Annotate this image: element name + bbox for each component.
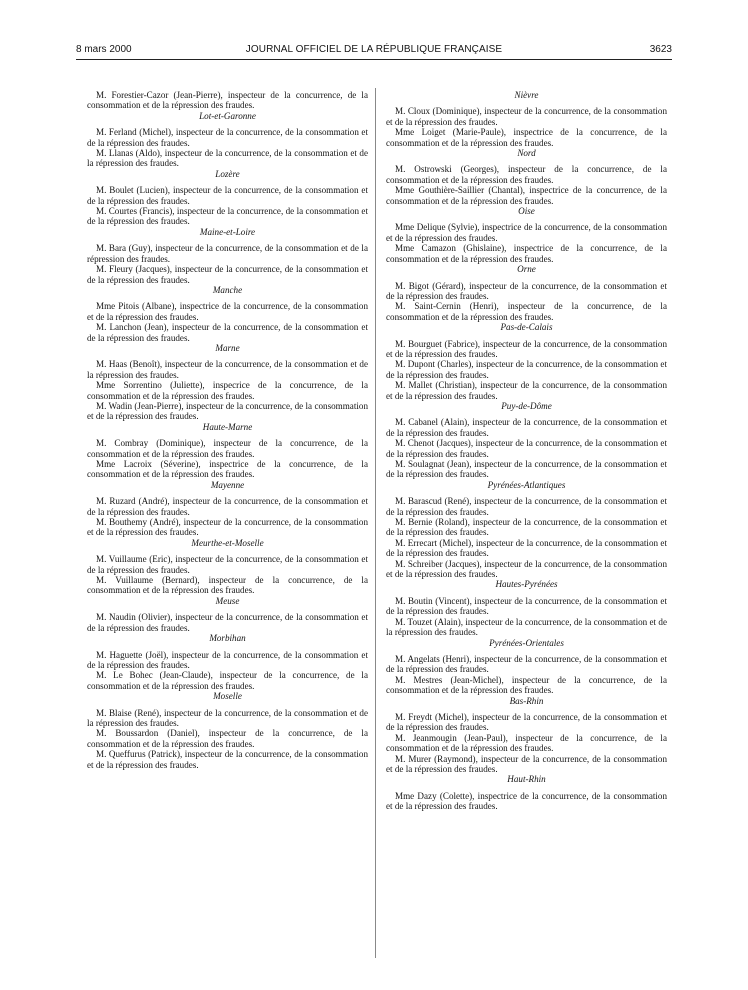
appointment-entry: M. Boulet (Lucien), inspecteur de la concurrence, de la consommation et de la répression des fraudes.: [87, 185, 368, 206]
appointment-entry: Mme Loiget (Marie-Paule), inspectrice de la concurrence, de la consommation et de la répression des fraudes.: [386, 127, 667, 148]
appointment-entry: M. Freydt (Michel), inspecteur de la concurrence, de la consommation et de la répression des fraudes.: [386, 711, 667, 733]
department-section: [87, 343, 368, 422]
department-section: [87, 169, 368, 227]
department-section: [87, 596, 368, 633]
appointment-entry: M. Lanchon (Jean), inspecteur de la concurrence, de la consommation et de la répression des fraudes.: [87, 322, 368, 343]
appointment-entry: M. Llanas (Aldo), inspecteur de la concurrence, de la consommation et de la répression des fraudes.: [87, 148, 368, 169]
department-section: [87, 422, 368, 480]
appointment-entry: M. Cloux (Dominique), inspecteur de la concurrence, de la consommation et de la répression des fraudes.: [386, 106, 667, 127]
appointment-entry: Mme Sorrentino (Juliette), inspecrice de la concurrence, de la consommation et de la répression des fraudes.: [87, 380, 368, 401]
appointment-entry: M. Haguette (Joël), inspecteur de la concurrence, de la consommation et de la répression des fraudes.: [87, 649, 368, 670]
appointment-entry: M. Schreiber (Jacques), inspecteur de la concurrence, de la consommation et de la répression des fraudes.: [386, 558, 667, 580]
appointment-entry: M. Queffurus (Patrick), inspecteur de la concurrence, de la consommation et de la répression des fraudes.: [87, 749, 368, 770]
department-heading: Meuse: [215, 595, 240, 606]
column-divider: [375, 88, 376, 958]
department-heading: Morbihan: [209, 633, 246, 644]
department-section: [386, 579, 667, 637]
appointment-entry: Mme Dazy (Colette), inspectrice de la concurrence, de la consommation et de la répression des fraudes.: [386, 790, 667, 812]
department-heading: Bas-Rhin: [509, 695, 544, 706]
appointment-entry: Mme Gouthière-Saillier (Chantal), inspectrice de la concurrence, de la consommation et de la répression des fraudes.: [386, 185, 667, 206]
department-section: [87, 691, 368, 770]
appointment-entry: M. Ferland (Michel), inspecteur de la concurrence, de la consommation et de la répression des fraudes.: [87, 127, 368, 148]
appointment-entry: M. Forestier-Cazor (Jean-Pierre), inspecteur de la concurrence, de la consommation et de la répression des fraudes.: [87, 90, 368, 111]
department-heading: Nièvre: [514, 90, 539, 100]
department-heading: Orne: [517, 264, 536, 275]
department-section: [386, 480, 667, 580]
department-section: [87, 538, 368, 596]
appointment-entry: Mme Camazon (Ghislaine), inspectrice de la concurrence, de la consommation et de la répression des fraudes.: [386, 243, 667, 264]
department-section: [386, 90, 667, 148]
department-heading: Pyrénées-Orientales: [489, 637, 564, 648]
appointment-entry: Mme Delique (Sylvie), inspectrice de la concurrence, de la consommation et de la répression des fraudes.: [386, 222, 667, 243]
department-heading: Nord: [517, 148, 536, 159]
department-heading: Haut-Rhin: [507, 774, 546, 785]
department-section: [386, 206, 667, 264]
appointment-entry: M. Naudin (Olivier), inspecteur de la concurrence, de la consommation et de la répression des fraudes.: [87, 612, 368, 633]
department-heading: Lozère: [215, 168, 240, 179]
page-header: [76, 44, 672, 58]
appointment-entry: M. Bouthemy (André), inspecteur de la concurrence, de la consommation et de la répression des fraudes.: [87, 517, 368, 538]
appointment-entry: M. Haas (Benoît), inspecteur de la concurrence, de la consommation et de la répression des fraudes.: [87, 359, 368, 380]
appointment-entry: M. Combray (Dominique), inspecteur de la concurrence, de la consommation et de la répression des fraudes.: [87, 438, 368, 459]
appointment-entry: M. Vuillaume (Eric), inspecteur de la concurrence, de la consommation et de la répression des fraudes.: [87, 554, 368, 575]
department-heading: Lot-et-Garonne: [199, 110, 256, 121]
department-section: [87, 90, 368, 111]
department-heading: Pas-de-Calais: [500, 322, 553, 333]
appointment-entry: M. Murer (Raymond), inspecteur de la concurrence, de la consommation et de la répression des fraudes.: [386, 753, 667, 774]
appointment-entry: M. Mallet (Christian), inspecteur de la concurrence, de la consommation et de la répression des fraudes.: [386, 380, 667, 401]
appointment-entry: M. Bernie (Roland), inspecteur de la concurrence, de la consommation et de la répression des fraudes.: [386, 517, 667, 538]
department-heading: Puy-de-Dôme: [501, 400, 552, 411]
appointment-entry: M. Courtes (Francis), inspecteur de la concurrence, de la consommation et de la répression des fraudes.: [87, 206, 368, 227]
appointment-entry: M. Bara (Guy), inspecteur de la concurrence, de la consommation et de la répression des fraudes.: [87, 243, 368, 264]
appointment-entry: M. Boussardon (Daniel), inspecteur de la concurrence, de la consommation et de la répression des fraudes.: [87, 728, 368, 749]
department-heading: Pyrénées-Atlantiques: [487, 479, 566, 490]
appointment-entry: M. Boutin (Vincent), inspecteur de la concurrence, de la consommation et de la répression des fraudes.: [386, 595, 667, 617]
appointment-entry: M. Angelats (Henri), inspecteur de la concurrence, de la consommation et de la répression des fraudes.: [386, 653, 667, 675]
appointment-entry: M. Vuillaume (Bernard), inspecteur de la concurrence, de la consommation et de la répression des fraudes.: [87, 575, 368, 596]
department-section: [386, 401, 667, 480]
appointment-entry: M. Soulagnat (Jean), inspecteur de la concurrence, de la consommation et de la répression des fraudes.: [386, 459, 667, 480]
department-heading: Mayenne: [210, 479, 245, 490]
issue-date: 8 mars 2000: [76, 44, 132, 55]
appointment-entry: M. Ostrowski (Georges), inspecteur de la concurrence, de la consommation et de la répression des fraudes.: [386, 164, 667, 185]
appointment-entry: Mme Lacroix (Séverine), inspectrice de la concurrence, de la consommation et de la répression des fraudes.: [87, 459, 368, 480]
department-section: [386, 696, 667, 775]
header-rule: [76, 59, 672, 60]
department-heading: Manche: [212, 284, 243, 295]
department-heading: Marne: [215, 342, 240, 353]
department-heading: Meurthe-et-Moselle: [191, 537, 264, 548]
department-section: [87, 633, 368, 691]
department-heading: Maine-et-Loire: [199, 226, 256, 237]
department-section: [87, 227, 368, 285]
appointment-entry: M. Ruzard (André), inspecteur de la concurrence, de la consommation et de la répression des fraudes.: [87, 496, 368, 517]
department-section: [386, 774, 667, 811]
appointment-entry: M. Errecart (Michel), inspecteur de la concurrence, de la consommation et de la répression des fraudes.: [386, 537, 667, 559]
appointment-entry: M. Touzet (Alain), inspecteur de la concurrence, de la consommation et de la répression des fraudes.: [386, 616, 667, 638]
department-section: [87, 285, 368, 343]
appointment-entry: M. Saint-Cernin (Henri), inspecteur de la concurrence, de la consommation et de la répression des fraudes.: [386, 301, 667, 322]
department-section: [386, 638, 667, 696]
journal-title: JOURNAL OFFICIEL DE LA RÉPUBLIQUE FRANÇAISE: [245, 44, 503, 55]
department-heading: Moselle: [213, 691, 242, 702]
department-heading: Haute-Marne: [202, 421, 253, 432]
appointment-entry: M. Le Bohec (Jean-Claude), inspecteur de la concurrence, de la consommation et de la répression des fraudes.: [87, 670, 368, 691]
appointment-entry: M. Barascud (René), inspecteur de la concurrence, de la consommation et de la répression des fraudes.: [386, 496, 667, 517]
left-column: [87, 90, 368, 770]
department-heading: Oise: [518, 206, 535, 217]
appointment-entry: M. Mestres (Jean-Michel), inspecteur de la concurrence, de la consommation et de la répression des fraudes.: [386, 674, 667, 696]
appointment-entry: M. Wadin (Jean-Pierre), inspecteur de la concurrence, de la consommation et de la répression des fraudes.: [87, 400, 368, 422]
department-section: [87, 111, 368, 169]
department-section: [386, 322, 667, 401]
appointment-entry: M. Chenot (Jacques), inspecteur de la concurrence, de la consommation et de la répression des fraudes.: [386, 438, 667, 459]
appointment-entry: M. Jeanmougin (Jean-Paul), inspecteur de la concurrence, de la consommation et de la répression des fraudes.: [386, 732, 667, 754]
appointment-entry: M. Fleury (Jacques), inspecteur de la concurrence, de la consommation et de la répression des fraudes.: [87, 264, 368, 285]
appointment-entry: Mme Pitois (Albane), inspectrice de la concurrence, de la consommation et de la répression des fraudes.: [87, 301, 368, 322]
department-section: [386, 148, 667, 206]
appointment-entry: M. Dupont (Charles), inspecteur de la concurrence, de la consommation et de la répression des fraudes.: [386, 359, 667, 380]
appointment-entry: M. Blaise (René), inspecteur de la concurrence, de la consommation et de la répression des fraudes.: [87, 707, 368, 728]
appointment-entry: M. Bourguet (Fabrice), inspecteur de la concurrence, de la consommation et de la répression des fraudes.: [386, 338, 667, 359]
department-heading: Hautes-Pyrénées: [495, 579, 558, 590]
appointment-entry: M. Bigot (Gérard), inspecteur de la concurrence, de la consommation et de la répression des fraudes.: [386, 280, 667, 301]
right-column: [386, 90, 667, 812]
department-section: [386, 264, 667, 322]
department-section: [87, 480, 368, 538]
page-number: 3623: [649, 44, 672, 55]
appointment-entry: M. Cabanel (Alain), inspecteur de la concurrence, de la consommation et de la répression des fraudes.: [386, 417, 667, 438]
